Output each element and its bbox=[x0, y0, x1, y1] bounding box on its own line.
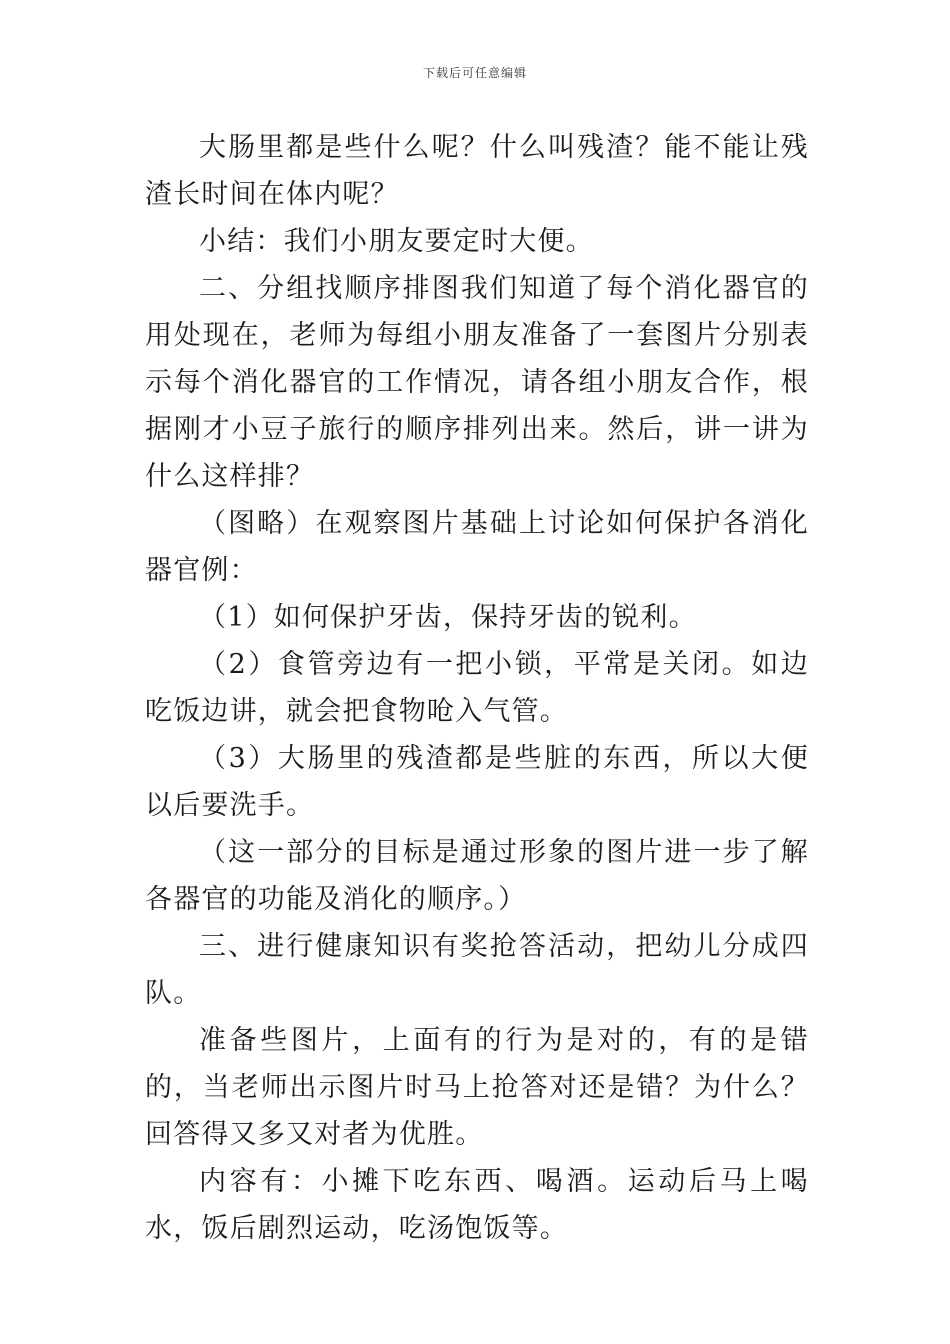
paragraph: （3）大肠里的残渣都是些脏的东西，所以大便以后要洗手。 bbox=[145, 743, 809, 821]
paragraph: 准备些图片，上面有的行为是对的，有的是错的，当老师出示图片时马上抢答对还是错？为什么？回答得又多又对者为优胜。 bbox=[145, 1025, 809, 1150]
page-header-note: 下载后可任意编辑 bbox=[422, 66, 527, 80]
paragraph: （2）食管旁边有一把小锁，平常是关闭。如边吃饭边讲，就会把食物呛入气管。 bbox=[145, 649, 809, 727]
document-body bbox=[145, 124, 809, 1252]
paragraph: 三、进行健康知识有奖抢答活动，把幼儿分成四队。 bbox=[145, 931, 809, 1009]
paragraph: 二、分组找顺序排图我们知道了每个消化器官的用处现在，老师为每组小朋友准备了一套图片分别表示每个消化器官的工作情况，请各组小朋友合作，根据刚才小豆子旅行的顺序排列出来。然后，讲一讲为什么这样排？ bbox=[145, 273, 809, 492]
paragraph: 内容有：小摊下吃东西、喝酒。运动后马上喝水，饭后剧烈运动，吃汤饱饭等。 bbox=[145, 1166, 809, 1244]
paragraph: （这一部分的目标是通过形象的图片进一步了解各器官的功能及消化的顺序。） bbox=[145, 837, 809, 915]
paragraph: （1）如何保护牙齿，保持牙齿的锐利。 bbox=[199, 602, 697, 633]
paragraph: 小结：我们小朋友要定时大便。 bbox=[199, 226, 594, 257]
paragraph: 大肠里都是些什么呢？什么叫残渣？能不能让残渣长时间在体内呢？ bbox=[145, 132, 809, 210]
paragraph: （图略）在观察图片基础上讨论如何保护各消化器官例： bbox=[145, 508, 809, 586]
